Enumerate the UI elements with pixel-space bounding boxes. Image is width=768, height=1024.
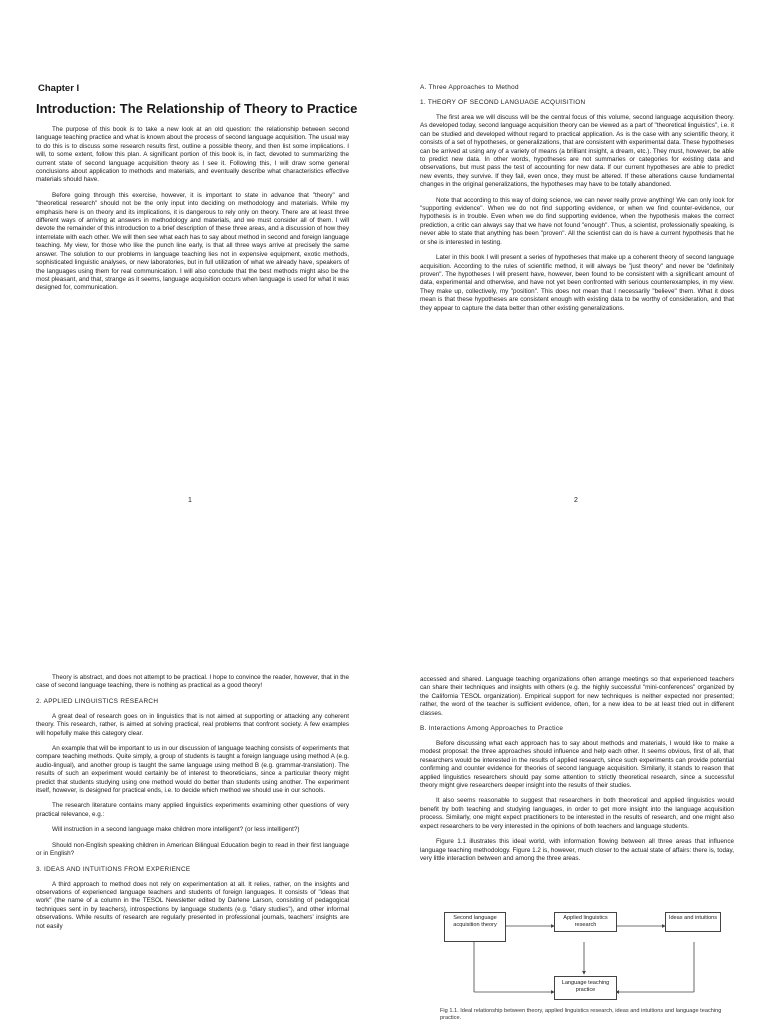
paragraph: A great deal of research goes on in linguistics that is not aimed at supporting or attacking any coherent theory. This research, rather, is aimed at solving practical, real problems that confront society. A few examples will hopefully make this category clear. — [36, 712, 349, 737]
page-4 — [384, 512, 768, 1024]
page-3 — [0, 512, 384, 1024]
page-1 — [0, 0, 384, 512]
paragraph: The research literature contains many applied linguistics experiments examining other questions of very practical relevance, e.g.: — [36, 802, 349, 818]
chapter-title: Introduction: The Relationship of Theory to Practice — [36, 101, 358, 116]
box-sla-theory: Second language acquisition theory — [444, 912, 506, 942]
section-heading: 3. IDEAS AND INTUITIONS FROM EXPERIENCE — [36, 865, 191, 873]
paragraph: Figure 1.1 illustrates this ideal world, with information flowing between all three areas that influence language teaching methodology. Figure 1.2 is, however, much closer to the actual state of affairs: there is, today, very little interaction between and among the three areas. — [420, 838, 734, 862]
page-number: 2 — [574, 497, 578, 504]
box-applied-research: Applied linguistics research — [554, 912, 617, 932]
section-heading: B. Interactions Among Approaches to Practice — [420, 725, 564, 733]
section-heading: 2. APPLIED LINGUISTICS RESEARCH — [36, 697, 159, 705]
paragraph: Should non-English speaking children in American Bilingual Education begin to read in their first language or in English? — [36, 841, 349, 858]
box-ideas-intuitions: Ideas and intuitions — [665, 912, 721, 932]
paragraph: Theory is abstract, and does not attempt to be practical. I hope to convince the reader, however, that in the case of second language teaching, there is nothing as practical as a good theory! — [36, 674, 349, 690]
paragraph: Before discussing what each approach has to say about methods and materials, I would like to make a modest proposal: the three approaches should influence and help each other. It seems obvious, first of all, that researchers would be interested in the results of applied research, since such experiments can provide potential confirming and counter evidence for theories of second language acquisition. Similarly, it stands to reason that applied linguistics researchers should pay some attention to strictly theoretical research, since a successful theory might give researchers deeper insight into the results of their studies. — [420, 740, 734, 790]
figure-1-1-diagram — [444, 912, 724, 1008]
paragraph: Later in this book I will present a series of hypotheses that make up a coherent theory of second language acquisition. According to the rules of scientific method, it will always be "just theory" and never be "definitely proven". The hypotheses I will present have, however, been found to be consistent with a significant amount of data, experimental and otherwise, and have not yet been confronted with serious counterexamples, in my view. They make up, collectively, my "position". This does not mean that I necessarily "believe" them. What it does mean is that these hypotheses are consistent enough with existing data to be worthy of consideration, and that they appear to capture the data better than other existing generalizations. — [420, 254, 734, 312]
paragraph: Before going through this exercise, however, it is important to state in advance that "theory" and "theoretical research" should not be the only input into deciding on methodology and materials. While my emphasis here is on theory and its implications, it is dangerous to rely only on theory. There are at least three different ways of arriving at answers in methodology and materials, and we must consider all of them. I will devote the remainder of this introduction to a brief description of these three areas, and a discussion of how they interrelate with each other. We will then see what each has to say about method in second and foreign language teaching. My view, for those who like the punch line early, is that all three ways arrive at precisely the same answer. The solution to our problems in language teaching lies not in expensive equipment, exotic methods, sophisticated linguistic analyses, or new laboratories, but in full utilization of what we already have, speakers of the languages using them for real communication. I will also conclude that the best methods might also be the most pleasant, and that, strange as it seems, language acquisition occurs when language is used for what it was designed for, communication. — [36, 191, 349, 292]
paragraph: Note that according to this way of doing science, we can never really prove anything! We can only look for "supporting evidence". When we do not find supporting evidence, or when we find counter-evidence, our hypothesis is in trouble. Even when we do find supporting evidence, when the hypothesis makes the correct prediction, a critic can always say that we have not found "enough". Thus, a scientist, professionally speaking, is never able to state that anything has been "proven". All the scientist can do is have a current hypothesis that he or she is interested in testing. — [420, 196, 734, 246]
page-2 — [384, 0, 768, 512]
paragraph: accessed and shared. Language teaching organizations often arrange meetings so that experienced teachers can share their techniques and insights with others (e.g. the highly successful "mini-conferences" organized by the California TESOL organization). Empirical support for new techniques is neither expected nor presented; rather, the word of the teacher is sufficient evidence, often, for a new idea to be at least tried out in different classes. — [420, 676, 734, 717]
box-teaching-practice: Language teaching practice — [554, 976, 617, 1000]
page-number: 1 — [188, 497, 192, 504]
paragraph: A third approach to method does not rely on experimentation at all. It relies, rather, on the insights and observations of experienced language teachers and students of foreign languages. It consists of "ideas that work" (the name of a column in the TESOL Newsletter edited by Darlene Larson, consisting of pedagogical techniques sent in by teachers), introspections by language students (e.g. "diary studies"), and other informal observations. While results of research are regularly presented in professional journals, teachers' insights are not easily — [36, 880, 349, 930]
section-heading: A. Three Approaches to Method — [420, 84, 519, 91]
chapter-label: Chapter I — [38, 83, 80, 94]
figure-caption: Fig 1.1. Ideal relationship between theory, applied linguistics research, ideas and intuitions and language teaching practice. — [440, 1008, 722, 1021]
paragraph: An example that will be important to us in our discussion of language teaching consists of experiments that compare teaching methods. Quite simply, a group of students is taught a foreign language using method A (e.g. audio-lingual), and another group is taught the same language using method B (e.g. grammar-translation). The results of such an experiment would certainly be of interest to theoreticians, since a particular theory might predict that students studying using one method would do better than students using another. The experiment itself, however, is designed for practical ends, i.e. to decide which method we should use in our schools. — [36, 745, 349, 795]
section-heading: 1. THEORY OF SECOND LANGUAGE ACQUISITION — [420, 99, 586, 106]
paragraph: The first area we will discuss will be the central focus of this volume, second language acquisition theory. As developed today, second language acquisition theory can be viewed as a part of "theoretical linguistics", i.e. it can be studied and developed without regard to practical application. As is the case with any scientific theory, it consists of a set of hypotheses, or generalizations, that are consistent with experimental data. These hypotheses can be arrived at using any of a variety of means (a brilliant insight, a dream, etc.). They must, however, be able to predict new data. In other words, hypotheses are not summaries or categories for existing data and observations, but must pass the test of accounting for new data. If our current hypotheses are able to predict new events, they survive. If they fail, even once, they must be altered. If these alterations cause fundamental changes in the original generalizations, the hypotheses may have to be totally abandoned. — [420, 114, 734, 189]
paragraph: The purpose of this book is to take a new look at an old question: the relationship between second language teaching practice and what is known about the process of second language acquisition. The usual way to do this is to discuss some research results first, outline a possible theory, and then list some implications. I will, to some extent, follow this plan. A significant portion of this book is, in fact, devoted to summarizing the current state of second language acquisition theory as I see it. Following this, I will draw some general conclusions about application to methods and materials, and eventually describe what characteristics effective materials should have. — [36, 126, 349, 184]
paragraph: Will instruction in a second language make children more intelligent? (or less intelligent?) — [52, 826, 300, 834]
paragraph: It also seems reasonable to suggest that researchers in both theoretical and applied linguistics would benefit by both teaching and studying languages, in order to get more insight into the language acquisition process. Similarly, one might expect practitioners to be interested in the results of research, and one might also expect researchers to be very interested in the opinions of both teachers and language students. — [420, 797, 734, 830]
